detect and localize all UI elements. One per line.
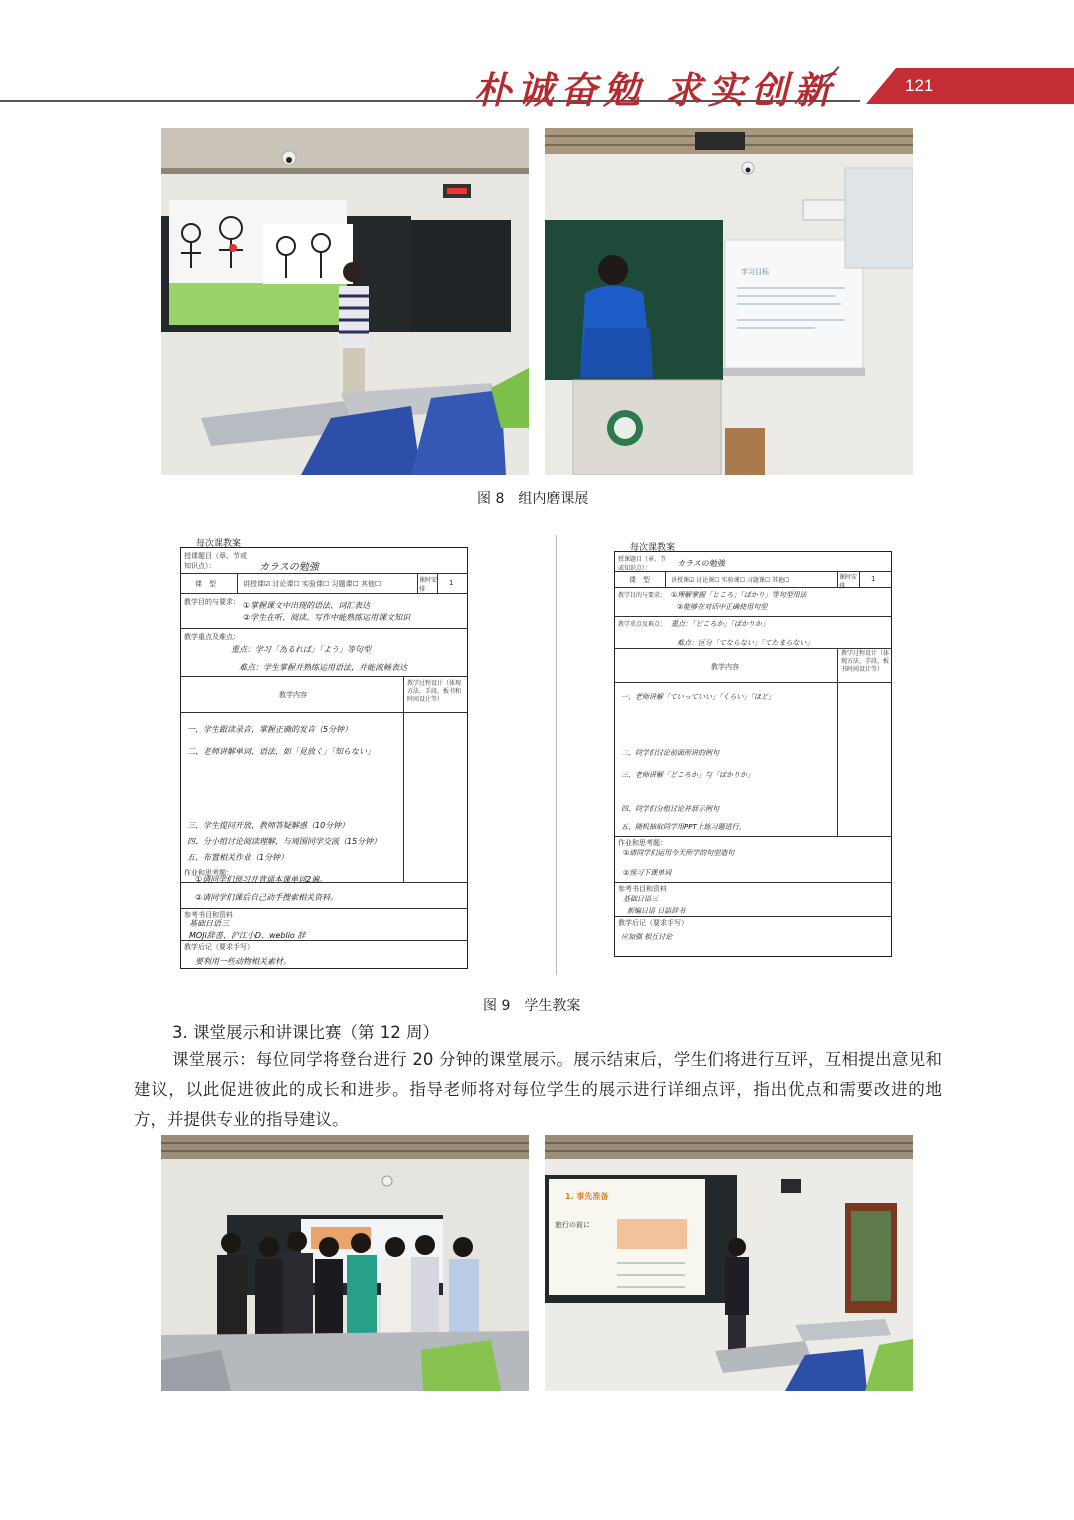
sheet-title: 每次课教案 — [630, 543, 676, 553]
step-4: 四、同学们分组讨论并展示例句 — [621, 805, 719, 813]
key-line-1: 重点：「どころか」「ばかりか」 — [671, 620, 769, 628]
key-line-1: 重点：学习「為るれば」「よう」等句型 — [231, 645, 371, 654]
homework-2: ②请同学们课后自己动手搜索相关资料。 — [195, 893, 339, 902]
design-label: 教学过程设计（体现方法、手段、板书时间设计等） — [841, 650, 890, 673]
postscript-label: 教学后记（要求手写） — [618, 919, 688, 927]
lesson-plan-left — [180, 533, 472, 970]
step-2: 二、老师讲解单词、语法，如「見放く」「知らない」 — [187, 747, 375, 756]
step-3: 三、学生提问开放，教师答疑解惑（10分钟） — [187, 821, 350, 830]
photo-student-presentation — [545, 1135, 913, 1391]
hours-value: 1 — [871, 575, 876, 583]
topic-label: 授课题目（章、节或知识点）： — [184, 552, 247, 570]
figure8-caption: 图 8 组内磨课展 — [477, 491, 589, 507]
homework-label: 作业和思考题： — [618, 839, 667, 847]
type-label: 课 型 — [629, 576, 650, 584]
key-label: 教学重点及难点： — [618, 621, 667, 628]
homework-label: 作业和思考题： — [184, 869, 233, 877]
slide-title: 学习目标 — [741, 268, 769, 276]
photo-classroom-teacher-left — [161, 128, 529, 475]
step-1: 一、老师讲解「ていっていい」「くらい」「ほど」 — [621, 693, 775, 701]
hours-value: 1 — [449, 579, 454, 587]
photo-classroom-student-right — [545, 128, 913, 475]
postscript-1: 要利用一些动物相关素材。 — [195, 957, 291, 966]
key-line-2: 难点：区分「てならない」「てたまらない」 — [677, 639, 814, 647]
key-line-2: 难点：学生掌握并熟练运用语法，并能流畅表达 — [239, 663, 407, 672]
goals-label: 教学目的与要求： — [184, 598, 240, 606]
homework-1: ①请同学们预习并背诵本课单词2遍。 — [195, 875, 328, 884]
topic-value: カラスの勉強 — [677, 559, 725, 568]
type-options: 讲授课☑ 讨论课☐ 实验课☐ 习题课☐ 其他☐ — [671, 577, 790, 584]
key-label: 教学重点及难点： — [184, 633, 240, 641]
content-label: 教学内容 — [711, 663, 739, 671]
reference-label: 参考书目和资料 — [618, 885, 667, 893]
step-3: 三、老师讲解「どころか」与「ばかりか」 — [621, 771, 754, 779]
goals-line-2: ②能够在对话中正确使用句型 — [677, 603, 768, 611]
design-label: 教学过程设计（体现方法、手段、板书和时间设计等） — [407, 680, 462, 703]
reference-label: 参考书目和资料 — [184, 911, 233, 919]
goals-line-2: ②学生在听、阅读、写作中能熟练运用课文知识 — [243, 613, 411, 622]
sheet-table — [180, 547, 468, 969]
reference-2: MOJi辞書、沪江小D、weblio 辞 — [189, 931, 306, 940]
goals-line-1: ①理解掌握「ところ」「ばかり」等句型用法 — [671, 591, 807, 599]
slide-subtitle: 旅行の前に — [555, 1221, 590, 1229]
goals-line-1: ①掌握课文中出现的语法、词汇表达 — [243, 601, 371, 610]
topic-value: カラスの勉強 — [259, 562, 319, 573]
step-4: 四、分小组讨论阅读理解，与周围同学交流（15分钟） — [187, 837, 382, 846]
header-page-tab — [866, 68, 1074, 104]
postscript-label: 教学后记（要求手写） — [184, 943, 254, 951]
figure9-divider — [556, 535, 557, 975]
step-1: 一、学生跟读录音，掌握正确的发音（5分钟） — [187, 725, 353, 734]
type-label: 课 型 — [195, 580, 216, 588]
postscript-1: 应加强 相互讨论 — [621, 933, 673, 941]
reference-1: 基础日语三 — [189, 919, 229, 928]
reference-1: 基础日语三 — [623, 895, 658, 903]
lesson-plan-right — [614, 540, 894, 960]
hours-label: 课时安排 — [839, 574, 858, 590]
step-2: 二、同学们讨论前面所讲的例句 — [621, 749, 719, 757]
section-heading: 3. 课堂展示和讲课比赛（第 12 周） — [172, 1023, 439, 1042]
section-paragraph-text: 课堂展示：每位同学将登台进行 20 分钟的课堂展示。展示结束后，学生们将进行互评，互相提出意见和建议，以此促进彼此的成长和进步。指导老师将对每位学生的展示进行详细点评，指出优点和需要改进的地方，并提供专业的指导建议。 — [134, 1050, 942, 1129]
step-5: 五、随机抽取同学用PPT上练习题进行。 — [621, 823, 746, 831]
sheet-title: 每次课教案 — [196, 539, 242, 549]
goals-label: 教学目的与要求： — [618, 592, 667, 599]
hours-label: 课时安排 — [419, 577, 438, 593]
photo-group-students — [161, 1135, 529, 1391]
reference-2: 新编日语 日語辞书 — [627, 907, 686, 915]
step-5: 五、布置相关作业（1分钟） — [187, 853, 289, 862]
section-paragraph — [134, 1045, 942, 1135]
sheet-table — [614, 551, 892, 957]
homework-2: ②预习下课单词 — [623, 869, 672, 877]
type-options: 讲授课☑ 讨论课☐ 实验课☐ 习题课☐ 其他☐ — [243, 580, 382, 588]
header-motto: 朴诚奋勉 求实创新 — [474, 68, 837, 112]
homework-1: ①请同学们运用今天所学的句型造句 — [623, 849, 735, 857]
page-number: 121 — [905, 76, 934, 95]
content-label: 教学内容 — [279, 691, 307, 699]
figure9-caption: 图 9 学生教案 — [483, 998, 581, 1014]
topic-label: 授课题目（章、节或知识点）： — [618, 556, 667, 572]
slide-title: 1. 事先准备 — [565, 1192, 609, 1201]
